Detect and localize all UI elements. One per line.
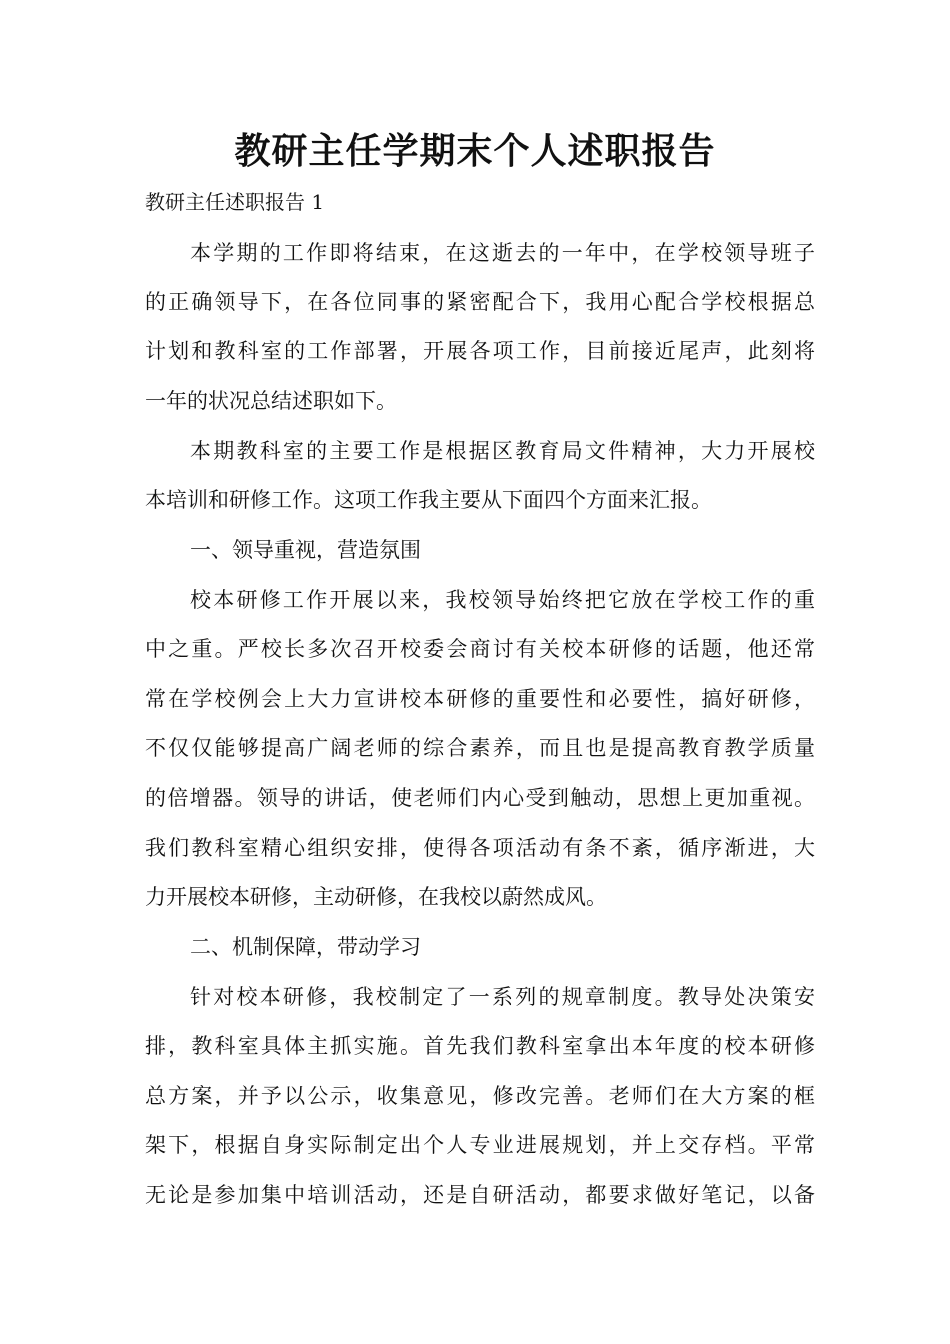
paragraph-line: 本学期的工作即将结束，在这逝去的一年中，在学校领导班子 <box>190 241 815 265</box>
section-heading: 一、领导重视，营造氛围 <box>190 538 421 562</box>
paragraph-line: 总方案，并予以公示，收集意见，修改完善。老师们在大方案的框 <box>145 1084 815 1108</box>
paragraph-line: 计划和教科室的工作部署，开展各项工作，目前接近尾声，此刻将 <box>145 339 815 363</box>
paragraph-line: 的倍增器。领导的讲话，使老师们内心受到触动，思想上更加重视。 <box>145 786 815 810</box>
paragraph-line: 本期教科室的主要工作是根据区教育局文件精神，大力开展校 <box>190 439 815 463</box>
paragraph-line: 一年的状况总结述职如下。 <box>145 389 397 413</box>
paragraph-line: 针对校本研修，我校制定了一系列的规章制度。教导处决策安 <box>190 985 815 1009</box>
paragraph-line: 常在学校例会上大力宣讲校本研修的重要性和必要性，搞好研修， <box>145 687 815 711</box>
paragraph-line: 的正确领导下，在各位同事的紧密配合下，我用心配合学校根据总 <box>145 290 815 314</box>
paragraph-line: 本培训和研修工作。这项工作我主要从下面四个方面来汇报。 <box>145 488 712 512</box>
paragraph-line: 校本研修工作开展以来，我校领导始终把它放在学校工作的重 <box>190 588 815 612</box>
paragraph-line: 我们教科室精心组织安排，使得各项活动有条不紊，循序渐进，大 <box>145 836 815 860</box>
paragraph-line: 架下，根据自身实际制定出个人专业进展规划，并上交存档。平常 <box>145 1133 815 1157</box>
paragraph-line: 力开展校本研修，主动研修，在我校以蔚然成风。 <box>145 885 607 909</box>
paragraph-line: 中之重。严校长多次召开校委会商讨有关校本研修的话题，他还常 <box>145 637 815 661</box>
paragraph-line: 无论是参加集中培训活动，还是自研活动，都要求做好笔记，以备 <box>145 1183 815 1207</box>
document-subtitle: 教研主任述职报告 1 <box>145 190 325 214</box>
section-heading: 二、机制保障，带动学习 <box>190 935 421 959</box>
paragraph-line: 排，教科室具体主抓实施。首先我们教科室拿出本年度的校本研修 <box>145 1034 815 1058</box>
paragraph-line: 不仅仅能够提高广阔老师的综合素养，而且也是提高教育教学质量 <box>145 736 815 760</box>
document-title: 教研主任学期末个人述职报告 <box>234 131 716 172</box>
